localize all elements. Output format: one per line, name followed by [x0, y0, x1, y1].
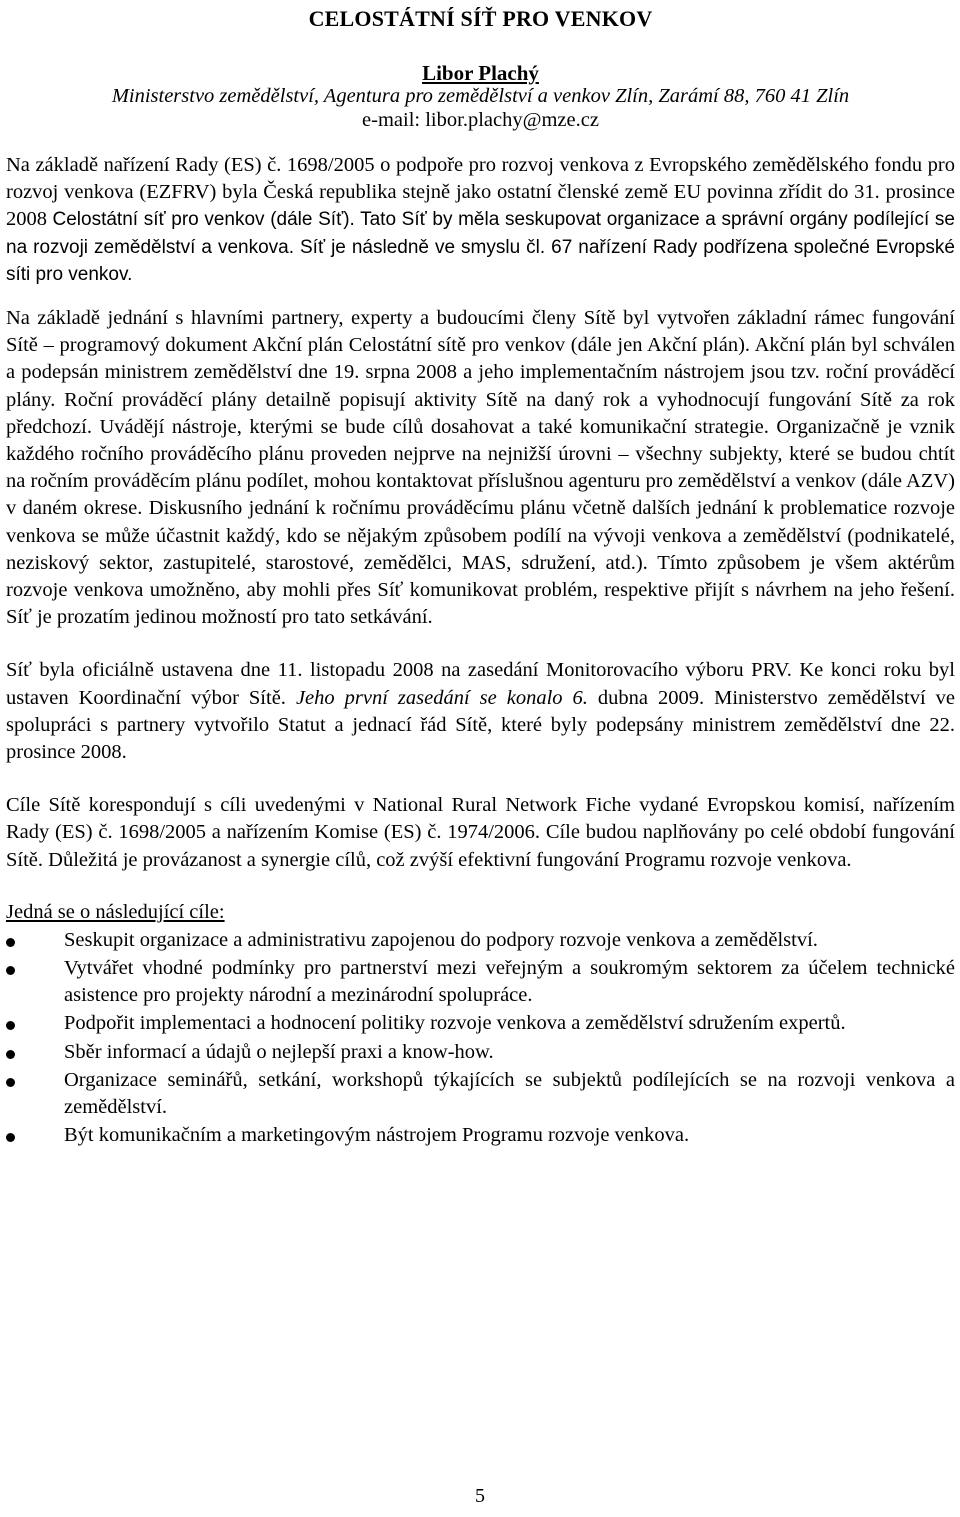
list-item — [6, 955, 955, 1009]
goal-text: Podpořit implementaci a hodnocení politiky rozvoje venkova a zemědělství sdružením expertů. — [64, 1012, 846, 1035]
document-page — [6, 0, 955, 1151]
page-number: 5 — [475, 1485, 485, 1507]
goal-text: Organizace seminářů, setkání, workshopů týkajících se subjektů podílejících se na rozvoji venkova a zemědělství. — [64, 1068, 955, 1119]
document-title: CELOSTÁTNÍ SÍŤ PRO VENKOV — [308, 6, 653, 31]
list-item — [6, 927, 955, 954]
bullet-icon — [6, 1078, 15, 1087]
goal-text: Vytvářet vhodné podmínky pro partnerství mezi veřejným a soukromým sektorem za účelem technické asistence pro projekty národní a mezinárodní spolupráce. — [64, 957, 955, 1007]
paragraph-intro — [6, 152, 955, 288]
goal-text: Seskupit organizace a administrativu zapojenou do podpory rozvoje venkova a zemědělství. — [64, 928, 818, 951]
bullet-icon — [6, 966, 15, 975]
goal-text: Sběr informací a údajů o nejlepší praxi a know-how. — [64, 1040, 494, 1063]
paragraph-establishment-part-1: Síť byla oficiálně ustavena dne 11. listopadu 2008 na zasedání Monitorovacího výboru PRV. Ke konci roku byl ustaven Koordinační výbor Sítě. — [6, 659, 955, 709]
paragraph-intro-part-2: Celostátní síť pro venkov (dále Síť) — [52, 209, 350, 231]
goals-heading: Jedná se o následující cíle: — [6, 900, 225, 923]
paragraph-action-plan: Na základě jednání s hlavními partnery, experty a budoucími členy Sítě byl vytvořen základní rámec fungování Sítě – programový dokument Akční plán Celostátní sítě pro venkov (dále jen Akční plán). Akční plán byl schválen a podepsán ministrem zemědělství dne 19. srpna 2008 a jeho implementačním nástrojem jsou tzv. roční prováděcí plány. Roční prováděcí plány detailně popisují aktivity Sítě na daný rok a vyhodnocují fungování Sítě za rok předchozí. Uvádějí nástroje, kterými se bude cílů dosahovat a také komunikační strategie. Organizačně je vznik každého ročního prováděcího plánu proveden nejprve na nejnižší úrovni – všechny subjekty, které se budou chtít na ročním prováděcím plánu podílet, mohou kontaktovat příslušnou agenturu pro zemědělství a venkov (dále AZV) v daném okrese. Diskusního jednání k ročnímu prováděcímu plánu včetně dalších jednání k problematice rozvoje venkova se může účastnit každý, kdo se nějakým způsobem podílí na vývoji venkova a zemědělství (podnikatelé, neziskový sektor, zastupitelé, starostové, zemědělci, MAS, sdružení, atd.). Tímto způsobem je všem aktérům rozvoje venkova umožněno, aby mohli přes Síť komunikovat problém, respektive přijít s návrhem na jeho řešení. Síť je prozatím jedinou možností pro tato setkávání. — [6, 307, 955, 629]
paragraph-establishment — [6, 657, 955, 766]
paragraph-goals-intro: Cíle Sítě korespondují s cíli uvedenými v National Rural Network Fiche vydané Evropskou komisí, nařízením Rady (ES) č. 1698/2005 a nařízením Komise (ES) č. 1974/2006. Cíle budou naplňovány po celé období fungování Sítě. Důležitá je provázanost a synergie cílů, což zvýší efektivní fungování Programu rozvoje venkova. — [6, 794, 955, 871]
bullet-icon — [6, 1133, 15, 1142]
list-item — [6, 1122, 955, 1149]
paragraph-intro-part-3: . Tato Síť by měla seskupovat organizace a správní orgány podílející se na rozvoji zemědělství a venkova. Síť je následně ve smyslu čl. 67 nařízení Rady podřízena společné Evropské síti pro venkov. — [6, 209, 955, 285]
list-item — [6, 1039, 955, 1066]
bullet-icon — [6, 1050, 15, 1059]
bullet-icon — [6, 938, 15, 947]
bullet-icon — [6, 1021, 15, 1030]
paragraph-establishment-part-3: dubna 2009. Ministerstvo zemědělství ve spolupráci s partnery vytvořilo Statut a jednací řád Sítě, které byly podepsány ministrem zemědělství dne 22. prosince 2008. — [6, 686, 956, 764]
author-email: e-mail: libor.plachy@mze.cz — [362, 109, 599, 131]
goals-list — [6, 927, 955, 1150]
goal-text: Být komunikačním a marketingovým nástrojem Programu rozvoje venkova. — [64, 1124, 690, 1147]
author-affiliation: Ministerstvo zemědělství, Agentura pro zemědělství a venkov Zlín, Zarámí 88, 760 41 Zlín — [111, 85, 850, 107]
paragraph-establishment-part-2: Jeho první zasedání se konalo 6. — [295, 686, 588, 709]
list-item — [6, 1010, 955, 1037]
paragraph-intro-part-1: Na základě nařízení Rady (ES) č. 1698/2005 o podpoře pro rozvoj venkova z Evropského zemědělského fondu pro rozvoj venkova (EZFRV) byla Česká republika stejně jako ostatní členské země EU povinna zřídit do 31. prosince 2008 — [6, 154, 955, 231]
list-item — [6, 1067, 955, 1121]
author-name: Libor Plachý — [422, 61, 539, 85]
